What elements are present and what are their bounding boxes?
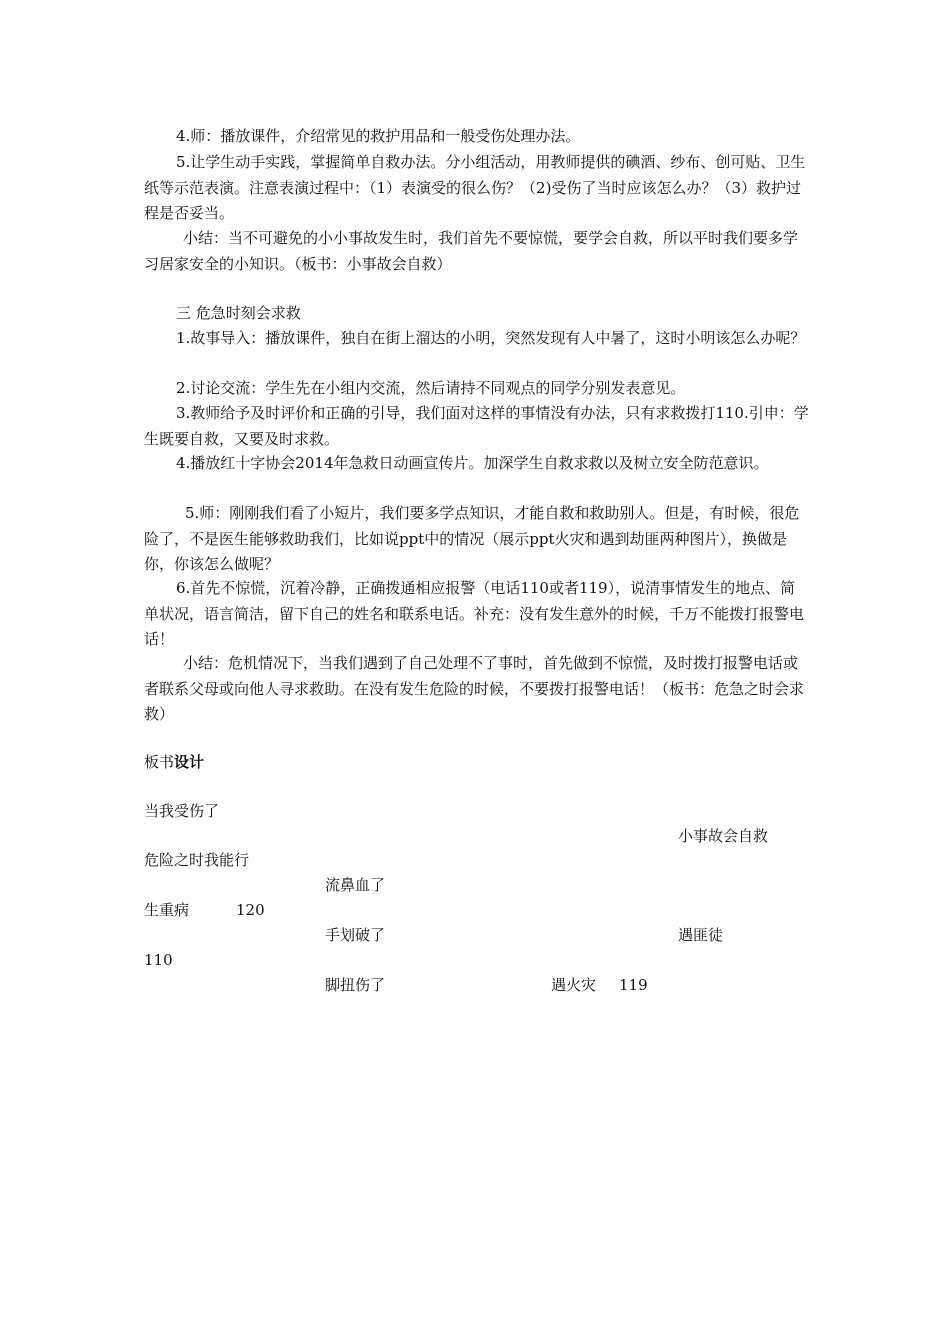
board-cut-hand: 手划破了: [325, 926, 386, 944]
step-5-practice: 5.让学生动手实践，掌握简单自救办法。分小组活动，用教师提供的碘酒、纱布、创可贴、卫生纸等示范表演。注意表演过程中：（1）表演受的很么伤？（2)受伤了当时应该怎么办？（3）救护过程是否妥当。: [144, 153, 806, 222]
step-2-discussion: 2.讨论交流：学生先在小组内交流，然后请持不同观点的同学分别发表意见。: [176, 379, 686, 397]
board-sprained-foot: 脚扭伤了: [325, 976, 386, 994]
step-3-guidance: 3.教师给予及时评价和正确的引导，我们面对这样的事情没有办法，只有求救拨打110.引申：学生既要自救，又要及时求救。: [144, 404, 809, 448]
step-5-teacher: 5.师：刚刚我们看了小短片，我们要多学点知识，才能自救和救助别人。但是，有时候，很危险了，不是医生能够救助我们，比如说ppt中的情况（展示ppt火灾和遇到劫匪两种图片），换做是你，你该怎么做呢？: [144, 504, 800, 573]
summary-self-rescue: 小结：当不可避免的小小事故发生时，我们首先不要惊慌，要学会自救，所以平时我们要多学习居家安全的小知识。（板书：小事故会自救）: [144, 229, 799, 273]
board-number-110: 110: [144, 951, 173, 969]
board-number-120: 120: [236, 901, 265, 919]
board-title-bold: 设计: [174, 753, 205, 771]
board-robber: 遇匪徒: [678, 926, 724, 944]
board-danger: 危险之时我能行: [144, 851, 250, 869]
board-minor-accident: 小事故会自救: [678, 827, 769, 845]
board-serious-illness: 生重病: [144, 901, 190, 919]
board-number-119: 119: [619, 976, 648, 994]
summary-call-for-help: 小结：危机情况下，当我们遇到了自己处理不了事时，首先做到不惊慌，及时拨打报警电话或者联系父母或向他人寻求救助。在没有发生危险的时候，不要拨打报警电话！（板书：危急之时会求救）: [144, 654, 805, 723]
board-hurt: 当我受伤了: [144, 802, 220, 820]
board-design-title: [144, 752, 204, 772]
section-3-heading: 三 危急时刻会求救: [176, 304, 301, 322]
board-title-prefix: 板书: [144, 753, 175, 771]
step-4-video: 4.播放红十字协会2014年急救日动画宣传片。加深学生自救求救以及树立安全防范意识。: [176, 454, 769, 472]
step-6-call-police: 6.首先不惊慌，沉着冷静，正确拨通相应报警（电话110或者119），说清事情发生的地点、简单状况，语言简洁，留下自己的姓名和联系电话。补充：没有发生意外的时候，千万不能拨打报警电话！: [144, 579, 805, 648]
step-1-story: 1.故事导入：播放课件，独自在街上溜达的小明，突然发现有人中暑了，这时小明该怎么办呢？: [176, 329, 806, 347]
board-fire: 遇火灾: [551, 976, 597, 994]
board-nosebleed: 流鼻血了: [325, 876, 386, 894]
step-4-courseware: 4.师：播放课件，介绍常见的救护用品和一般受伤处理办法。: [176, 127, 581, 145]
